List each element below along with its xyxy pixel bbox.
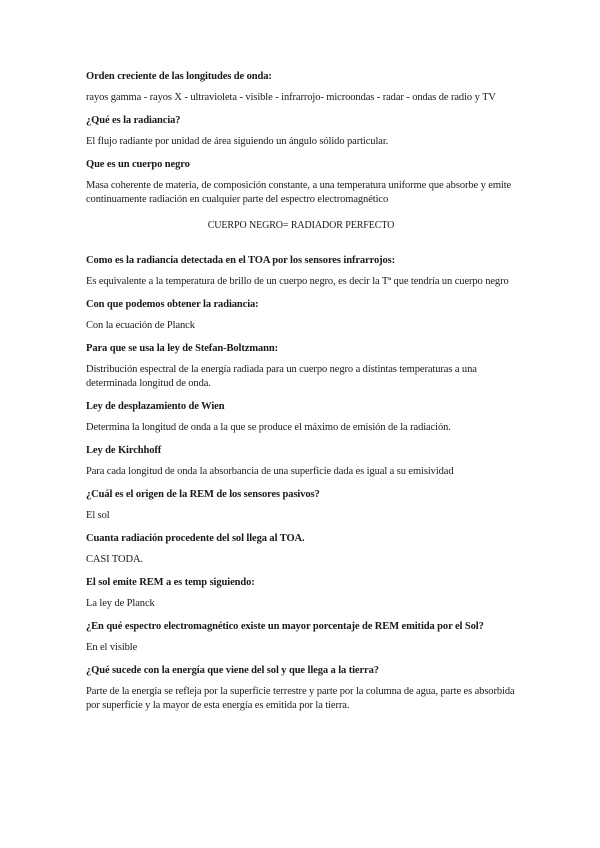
question-heading: Que es un cuerpo negro (86, 159, 190, 170)
question-heading: ¿Qué es la radiancia? (86, 115, 181, 126)
question-heading: ¿Qué sucede con la energía que viene del sol y que llega a la tierra? (86, 665, 379, 676)
answer-text: CASI TODA. (86, 554, 143, 565)
question-heading: Ley de desplazamiento de Wien (86, 401, 225, 412)
document-body (86, 70, 516, 722)
answer-text: En el visible (86, 642, 138, 653)
question-heading: Orden creciente de las longitudes de onda: (86, 71, 272, 82)
answer-text: Parte de la energía se refleja por la superficie terrestre y parte por la columna de agua, parte es absorbida por superficie y la mayor de esta energía es emitida por la tierra. (86, 686, 515, 711)
answer-text: rayos gamma - rayos X - ultravioleta - visible - infrarrojo- microondas - radar - ondas de radio y TV (86, 92, 496, 103)
question-heading: Cuanta radiación procedente del sol llega al TOA. (86, 533, 305, 544)
answer-text: La ley de Planck (86, 598, 155, 609)
highlight-statement: CUERPO NEGRO= RADIADOR PERFECTO (207, 220, 395, 231)
question-heading: Para que se usa la ley de Stefan-Boltzmann: (86, 343, 278, 354)
answer-text: Para cada longitud de onda la absorbancia de una superficie dada es igual a su emisividad (86, 466, 454, 477)
answer-text: Distribución espectral de la energía radiada para un cuerpo negro a distintas temperaturas a una determinada longitud de onda. (86, 364, 477, 389)
answer-text: El sol (86, 510, 110, 521)
answer-text: El flujo radiante por unidad de área siguiendo un ángulo sólido particular. (86, 136, 389, 147)
question-heading: Ley de Kirchhoff (86, 445, 162, 456)
question-heading: Con que podemos obtener la radiancia: (86, 299, 259, 310)
answer-text: Determina la longitud de onda a la que se produce el máximo de emisión de la radiación. (86, 422, 451, 433)
answer-text: Es equivalente a la temperatura de brillo de un cuerpo negro, es decir la Tª que tendría un cuerpo negro (86, 276, 509, 287)
answer-text: Con la ecuación de Planck (86, 320, 195, 331)
question-heading: El sol emite REM a es temp siguiendo: (86, 577, 255, 588)
answer-text: Masa coherente de materia, de composición constante, a una temperatura uniforme que absorbe y emite continuamente radiación en cualquier parte del espectro electromagnético (86, 180, 512, 205)
question-heading: ¿En qué espectro electromagnético existe un mayor porcentaje de REM emitida por el Sol? (86, 621, 484, 632)
question-heading: ¿Cuál es el origen de la REM de los sensores pasivos? (86, 489, 320, 500)
question-heading: Como es la radiancia detectada en el TOA por los sensores infrarrojos: (86, 255, 396, 266)
